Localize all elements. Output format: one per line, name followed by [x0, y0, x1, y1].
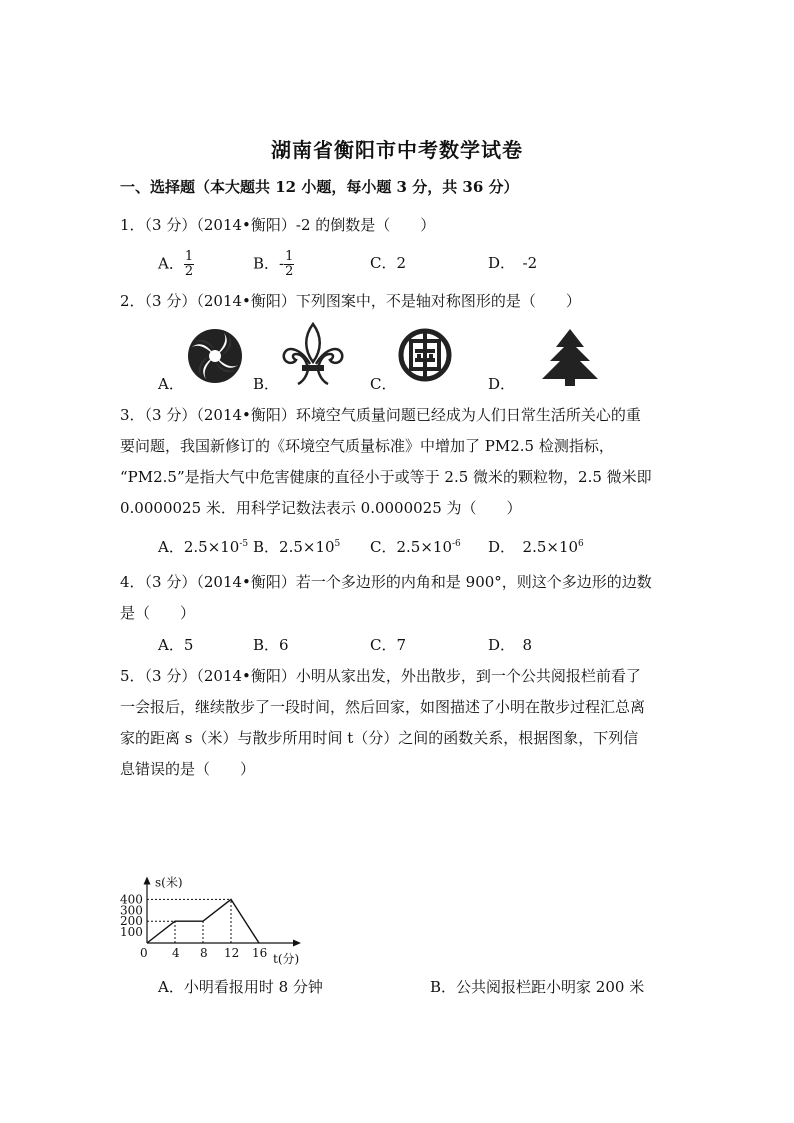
- y-tick-label: 100: [120, 925, 143, 940]
- q4-option-a: A．5: [158, 636, 194, 654]
- y-tick-label: 200: [120, 914, 143, 929]
- q3-line-4: 0.0000025 米．用科学记数法表示 0.0000025 为（ ）: [120, 499, 522, 517]
- q1-option-c: C．2: [370, 254, 407, 272]
- q2-option-a: A．: [158, 375, 184, 393]
- fraction: [184, 250, 194, 279]
- q4-line-2: 是（ ）: [120, 604, 196, 622]
- x-tick-label: 8: [200, 946, 208, 960]
- q5-line-1: 5．（3 分）（2014•衡阳）小明从家出发，外出散步，到一个公共阅报栏前看了: [120, 667, 641, 685]
- y-axis-arrow: [144, 877, 151, 885]
- q5-line-4: 息错误的是（ ）: [120, 760, 256, 778]
- x-tick-label: 12: [224, 946, 240, 960]
- q1-option-b: [253, 250, 294, 279]
- q3-option-d-label: D． 2.5×10: [488, 538, 579, 556]
- q4-line-1: 4．（3 分）（2014•衡阳）若一个多边形的内角和是 900°，则这个多边形的边数: [120, 573, 652, 591]
- y-tick-label: 400: [120, 892, 143, 907]
- q1-option-a: [158, 250, 194, 279]
- q3-line-3: “PM2.5”是指大气中危害健康的直径小于或等于 2.5 微米的颗粒物，2.5 微米即: [120, 468, 652, 486]
- fraction-denominator: 2: [285, 264, 294, 279]
- q5-option-b: B．公共阅报栏距小明家 200 米: [430, 978, 645, 996]
- x-axis-label: t(分): [273, 952, 300, 966]
- x-tick-label: 4: [172, 946, 180, 960]
- exponent: -5: [239, 539, 249, 549]
- q1-option-a-label: A．: [158, 254, 184, 273]
- section-heading: 一、选择题（本大题共 12 小题，每小题 3 分，共 36 分）: [120, 178, 519, 196]
- tick-labels: [120, 892, 267, 960]
- q4-option-b: B．6: [253, 636, 289, 654]
- q5-line-3: 家的距离 s（米）与散步所用时间 t（分）之间的函数关系，根据图象，下列信: [120, 729, 639, 747]
- y-axis-label: s(米): [155, 875, 183, 890]
- distance-time-chart: [110, 782, 310, 967]
- q3-option-a: [158, 536, 248, 557]
- fraction-numerator: 1: [184, 249, 194, 264]
- swirl-disc-icon: [186, 327, 244, 385]
- q2-stem: 2．（3 分）（2014•衡阳）下列图案中，不是轴对称图形的是（ ）: [120, 292, 581, 310]
- q3-option-c-label: C．2.5×10: [370, 538, 452, 556]
- fraction-numerator: 1: [285, 249, 294, 264]
- fraction: [284, 250, 294, 279]
- q1-stem: 1．（3 分）（2014•衡阳）-2 的倒数是（ ）: [120, 216, 436, 234]
- bank-logo-icon: [398, 327, 452, 383]
- q1-option-d: D． -2: [488, 254, 538, 272]
- q3-line-2: 要问题，我国新修订的《环境空气质量标准》中增加了 PM2.5 检测指标，: [120, 437, 614, 455]
- fraction-denominator: 2: [184, 264, 194, 279]
- q3-option-a-label: A．2.5×10: [158, 538, 240, 556]
- exponent: 6: [578, 539, 584, 549]
- exponent: 5: [334, 539, 341, 549]
- q3-option-c: [370, 536, 461, 557]
- q3-line-1: 3．（3 分）（2014•衡阳）环境空气质量问题已经成为人们日常生活所关心的重: [120, 406, 641, 424]
- q1-option-b-label: B．-: [253, 254, 285, 273]
- q2-option-c: C．: [370, 375, 397, 393]
- q3-option-b: [253, 536, 340, 557]
- q4-option-c: C．7: [370, 636, 407, 654]
- fleur-de-lis-icon: [280, 320, 346, 388]
- q4-option-d: D． 8: [488, 636, 533, 654]
- x-axis-arrow: [293, 940, 301, 947]
- y-tick-label: 300: [120, 903, 143, 918]
- q3-option-b-label: B．2.5×10: [253, 538, 335, 556]
- x-tick-label: 16: [252, 946, 268, 960]
- q5-option-a: A．小明看报用时 8 分钟: [158, 978, 323, 996]
- exponent: -6: [452, 539, 461, 549]
- q3-option-d: [488, 536, 584, 557]
- x-tick-label: 0: [140, 946, 148, 960]
- page-title: 湖南省衡阳市中考数学试卷: [271, 138, 523, 162]
- q5-line-2: 一会报后，继续散步了一段时间，然后回家，如图描述了小明在散步过程汇总离: [120, 698, 646, 716]
- q2-option-b: B．: [253, 375, 280, 393]
- pine-tree-icon: [538, 327, 602, 387]
- q2-option-d: D．: [488, 375, 516, 393]
